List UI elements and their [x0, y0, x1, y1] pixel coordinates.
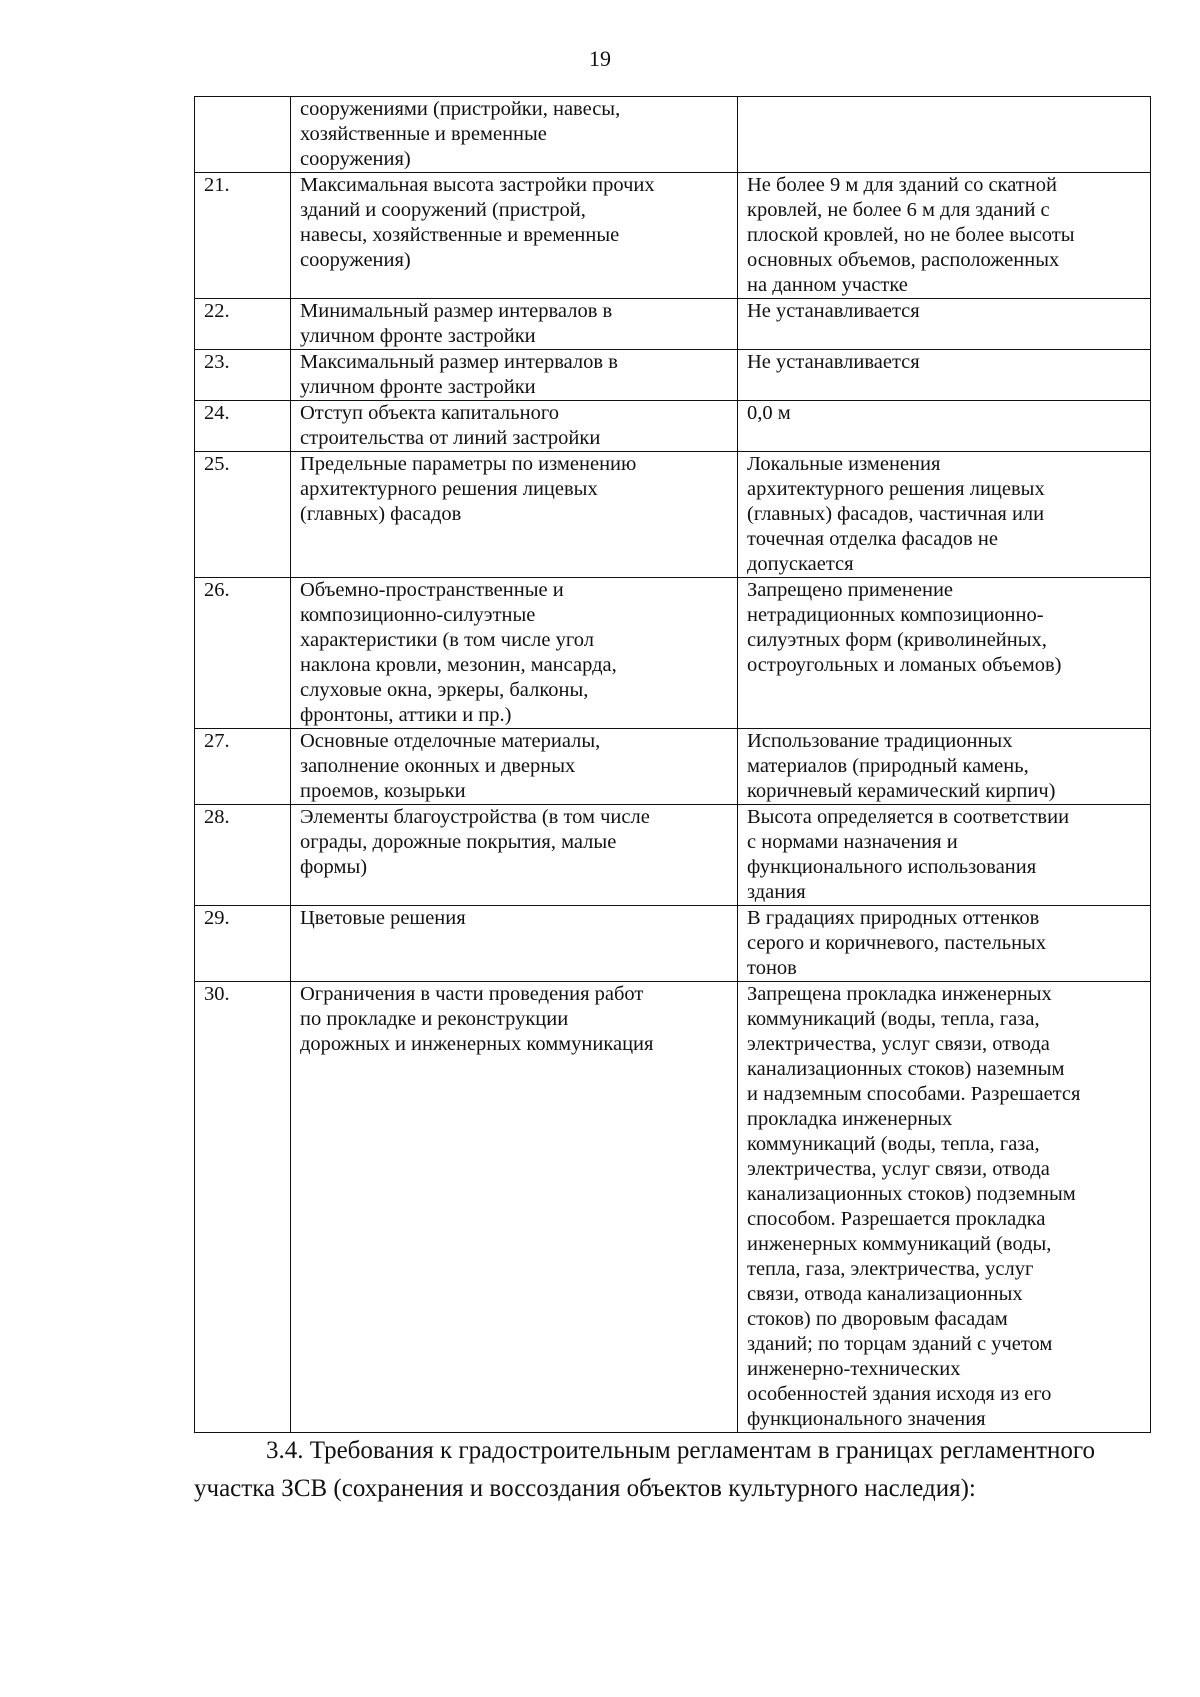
parameter-cell: Отступ объекта капитального строительства от линий застройки: [291, 401, 738, 452]
value-cell: [738, 97, 1151, 173]
row-number: 25.: [195, 452, 291, 578]
value-cell: Не более 9 м для зданий со скатной кровлей, не более 6 м для зданий с плоской кровлей, но не более высоты основных объемов, расположенных на данном участке: [738, 173, 1151, 299]
row-number: 29.: [195, 906, 291, 982]
value-cell: Запрещена прокладка инженерных коммуникаций (воды, тепла, газа, электричества, услуг связи, отвода канализационных стоков) наземным и надземным способами. Разрешается прокладка инженерных коммуникаций (воды, тепла, газа, электричества, услуг связи, отвода канализационных стоков) подземным способом. Разрешается прокладка инженерных коммуникаций (воды, тепла, газа, электричества, услуг связи, отвода канализационных стоков) по дворовым фасадам зданий; по торцам зданий с учетом инженерно-технических особенностей здания исходя из его функционального значения: [738, 982, 1151, 1433]
row-number: 22.: [195, 299, 291, 350]
section-heading-line-2: участка ЗСВ (сохранения и воссоздания объектов культурного наследия):: [194, 1475, 976, 1502]
value-cell: Не устанавливается: [738, 299, 1151, 350]
value-cell: Локальные изменения архитектурного решения лицевых (главных) фасадов, частичная или точечная отделка фасадов не допускается: [738, 452, 1151, 578]
value-cell: 0,0 м: [738, 401, 1151, 452]
row-number: 24.: [195, 401, 291, 452]
parameter-cell: Элементы благоустройства (в том числе ограды, дорожные покрытия, малые формы): [291, 805, 738, 906]
table-row: [195, 982, 1151, 1433]
table-row: [195, 578, 1151, 729]
value-cell: Высота определяется в соответствии с нормами назначения и функционального использования здания: [738, 805, 1151, 906]
parameter-cell: Основные отделочные материалы, заполнение оконных и дверных проемов, козырьки: [291, 729, 738, 805]
table-row: [195, 401, 1151, 452]
row-number: 30.: [195, 982, 291, 1433]
parameter-cell: Ограничения в части проведения работ по прокладке и реконструкции дорожных и инженерных коммуникация: [291, 982, 738, 1433]
table-row: [195, 350, 1151, 401]
parameter-cell: Предельные параметры по изменению архитектурного решения лицевых (главных) фасадов: [291, 452, 738, 578]
table-row: [195, 299, 1151, 350]
table-row: [195, 906, 1151, 982]
parameter-cell: Максимальная высота застройки прочих зданий и сооружений (пристрой, навесы, хозяйственные и временные сооружения): [291, 173, 738, 299]
row-number: [195, 97, 291, 173]
row-number: 23.: [195, 350, 291, 401]
parameter-cell: сооружениями (пристройки, навесы, хозяйственные и временные сооружения): [291, 97, 738, 173]
parameter-cell: Объемно-пространственные и композиционно-силуэтные характеристики (в том числе угол наклона кровли, мезонин, мансарда, слуховые окна, эркеры, балконы, фронтоны, аттики и пр.): [291, 578, 738, 729]
section-heading-line-1: 3.4. Требования к градостроительным регламентам в границах регламентного: [266, 1437, 1096, 1464]
value-cell: В градациях природных оттенков серого и коричневого, пастельных тонов: [738, 906, 1151, 982]
row-number: 27.: [195, 729, 291, 805]
value-cell: Запрещено применение нетрадиционных композиционно- силуэтных форм (криволинейных, остроугольных и ломаных объемов): [738, 578, 1151, 729]
row-number: 26.: [195, 578, 291, 729]
row-number: 21.: [195, 173, 291, 299]
value-cell: Использование традиционных материалов (природный камень, коричневый керамический кирпич): [738, 729, 1151, 805]
table-row: [195, 729, 1151, 805]
parameter-cell: Цветовые решения: [291, 906, 738, 982]
table-row: [195, 173, 1151, 299]
table-row: [195, 452, 1151, 578]
page-number: 19: [589, 46, 611, 71]
row-number: 28.: [195, 805, 291, 906]
parameter-cell: Максимальный размер интервалов в уличном фронте застройки: [291, 350, 738, 401]
table-row: [195, 805, 1151, 906]
regulations-table: [194, 96, 1151, 1433]
section-paragraph: [194, 1432, 1154, 1508]
table-row: [195, 97, 1151, 173]
parameter-cell: Минимальный размер интервалов в уличном фронте застройки: [291, 299, 738, 350]
value-cell: Не устанавливается: [738, 350, 1151, 401]
